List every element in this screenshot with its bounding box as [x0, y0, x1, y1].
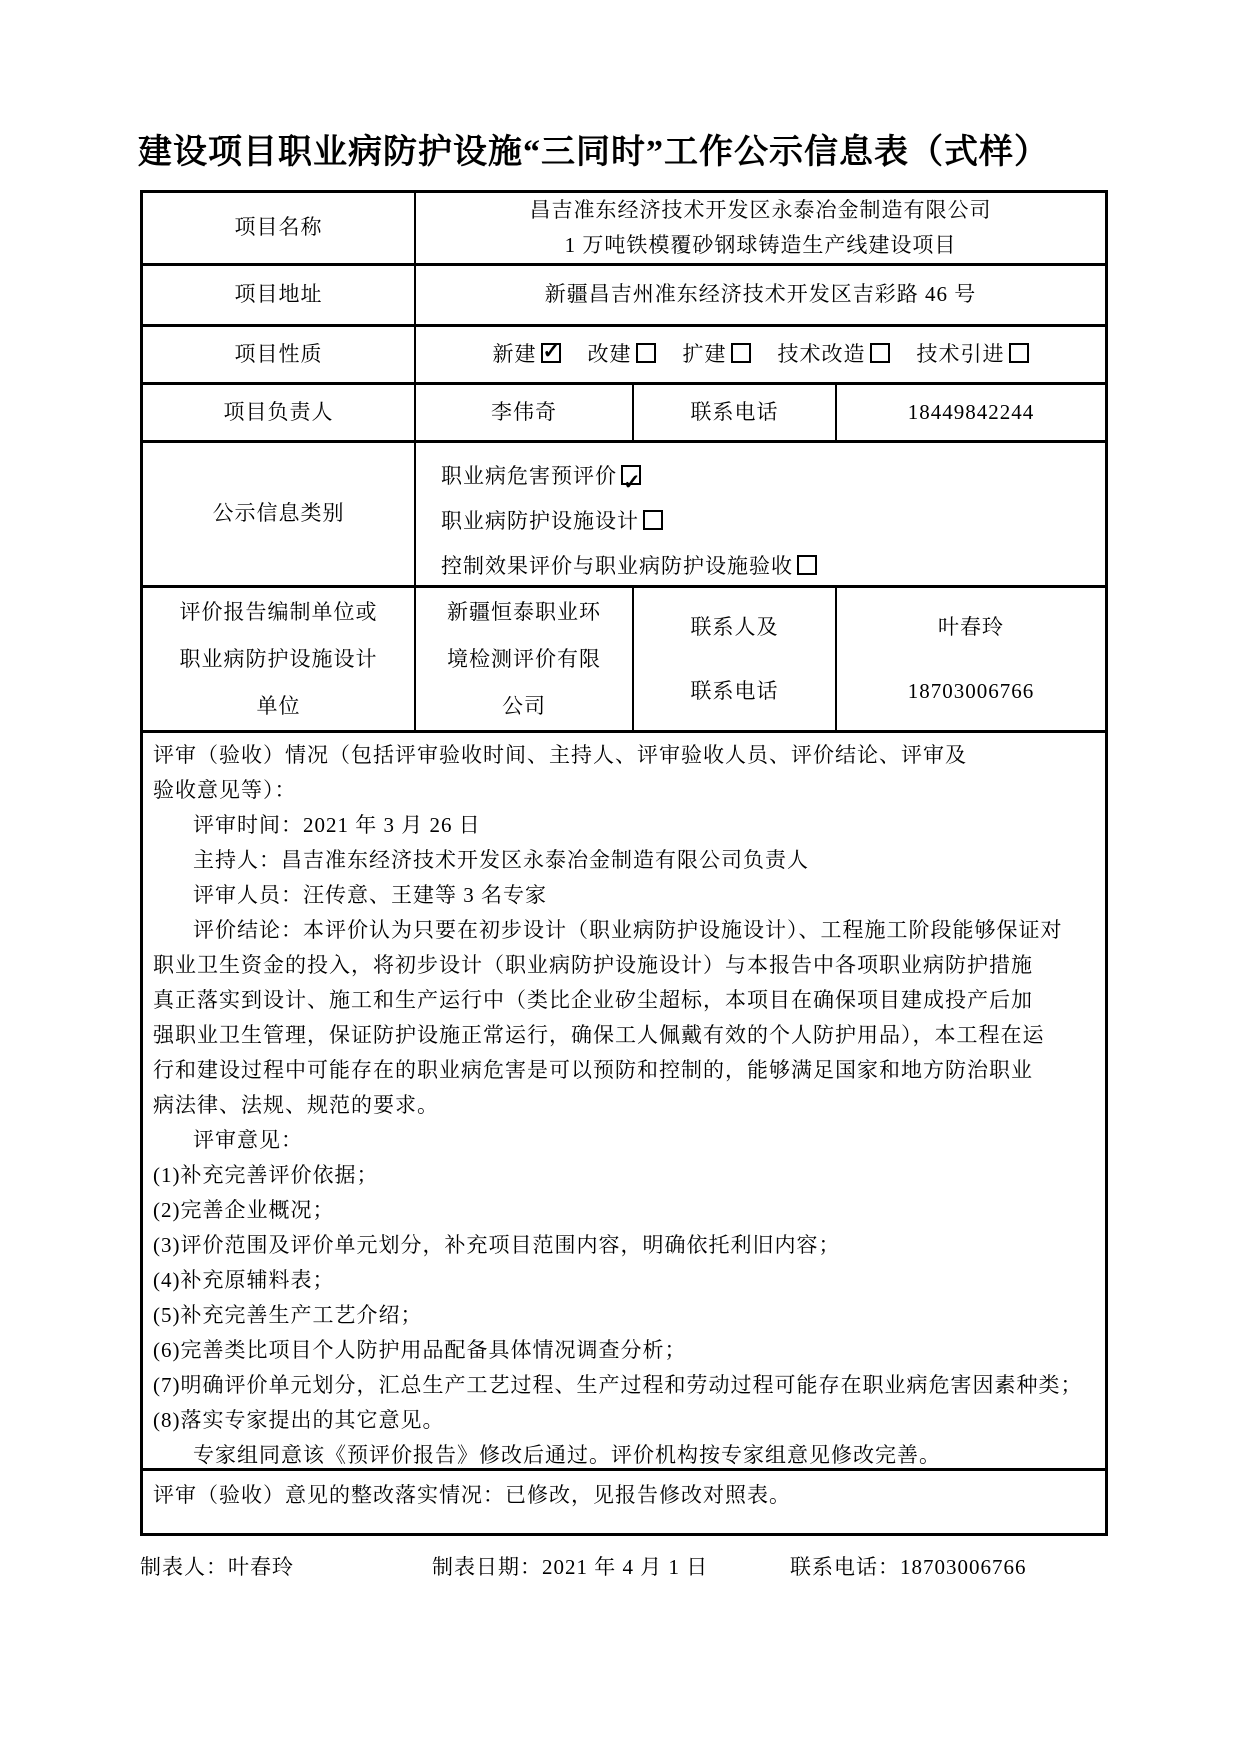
checkbox-expand	[731, 343, 751, 363]
review-line: 病法律、法规、规范的要求。	[153, 1093, 439, 1117]
rectification-text: 评审（验收）意见的整改落实情况：已修改，见报告修改对照表。	[153, 1483, 791, 1507]
project-address-label: 项目地址	[234, 282, 323, 307]
project-nature-label: 项目性质	[234, 341, 323, 366]
row-rectification	[143, 1468, 1105, 1533]
leader-phone-label: 联系电话	[632, 385, 835, 440]
review-line: (8)落实专家提出的其它意见。	[153, 1408, 445, 1432]
checkbox-facility-design	[643, 510, 663, 530]
project-name-label: 项目名称	[234, 215, 323, 240]
review-section	[143, 733, 1105, 1468]
checkbox-acceptance	[797, 555, 817, 575]
project-name-value	[414, 193, 1105, 263]
row-review-section	[143, 730, 1105, 1468]
checkbox-pre-evaluation	[621, 465, 641, 485]
publicity-option-facility-design: 职业病防护设施设计	[441, 499, 1105, 544]
evaluation-org-name: 新疆恒泰职业环 境检测评价有限 公司	[414, 588, 632, 730]
review-heading: 评审（验收）情况（包括评审验收时间、主持人、评审验收人员、评价结论、评审及	[153, 743, 967, 767]
review-line: 主持人：昌吉准东经济技术开发区永泰冶金制造有限公司负责人	[193, 848, 809, 872]
table-footer	[140, 1551, 1108, 1581]
nature-option-new: 新建 ✓	[493, 341, 561, 368]
footer-phone: 联系电话：18703006766	[790, 1555, 1027, 1579]
row-project-address	[143, 263, 1105, 324]
evaluation-org-label: 评价报告编制单位或 职业病防护设施设计 单位	[179, 599, 378, 718]
publicity-type-label: 公示信息类别	[212, 501, 345, 526]
project-name-line1: 昌吉准东经济技术开发区永泰冶金制造有限公司	[529, 198, 992, 222]
checkbox-rebuild	[636, 343, 656, 363]
review-line: (6)完善类比项目个人防护用品配备具体情况调查分析；	[153, 1338, 687, 1362]
leader-phone-value: 18449842244	[835, 385, 1105, 440]
review-line: 评审意见：	[193, 1128, 303, 1152]
review-line: (2)完善企业概况；	[153, 1198, 335, 1222]
review-line: (4)补充原辅料表；	[153, 1268, 335, 1292]
publicity-type-options	[414, 443, 1105, 585]
review-line: 评价结论：本评价认为只要在初步设计（职业病防护设施设计）、工程施工阶段能够保证对	[193, 918, 1063, 942]
nature-option-tech-import: 技术引进	[917, 341, 1029, 368]
review-heading-cont: 验收意见等）：	[153, 778, 297, 802]
page-title: 建设项目职业病防护设施“三同时”工作公示信息表（式样）	[138, 134, 1049, 171]
review-line: (5)补充完善生产工艺介绍；	[153, 1303, 423, 1327]
checkbox-new	[541, 343, 561, 363]
review-line: 评审时间：2021 年 3 月 26 日	[193, 813, 481, 837]
org-contact-phone: 18703006766	[907, 679, 1035, 703]
org-contact-name: 叶春玲	[938, 615, 1004, 639]
row-project-leader	[143, 382, 1105, 440]
row-evaluation-org	[143, 585, 1105, 730]
footer-date: 制表日期：2021 年 4 月 1 日	[432, 1555, 709, 1579]
org-contact-label: 联系人及 联系电话	[632, 588, 835, 730]
review-line: 真正落实到设计、施工和生产运行中（类比企业矽尘超标，本项目在确保项目建成投产后加	[153, 988, 1033, 1012]
publicity-info-table	[140, 190, 1108, 1536]
project-leader-name: 李伟奇	[414, 385, 632, 440]
row-project-nature	[143, 324, 1105, 382]
org-contact-value	[835, 588, 1105, 730]
review-line: (7)明确评价单元划分，汇总生产工艺过程、生产过程和劳动过程可能存在职业病危害因素种类；	[153, 1373, 1083, 1397]
nature-option-expand: 扩建	[683, 341, 751, 368]
review-line: (1)补充完善评价依据；	[153, 1163, 379, 1187]
row-publicity-type	[143, 440, 1105, 585]
review-line: 强职业卫生管理，保证防护设施正常运行，确保工人佩戴有效的个人防护用品），本工程在运	[153, 1023, 1045, 1047]
checkbox-tech-upgrade	[870, 343, 890, 363]
review-line: 行和建设过程中可能存在的职业病危害是可以预防和控制的，能够满足国家和地方防治职业	[153, 1058, 1033, 1082]
project-name-line2: 1 万吨铁模覆砂钢球铸造生产线建设项目	[564, 233, 957, 257]
project-leader-label: 项目负责人	[223, 399, 334, 424]
footer-preparer: 制表人：叶春玲	[140, 1555, 294, 1579]
publicity-option-pre-evaluation: 职业病危害预评价✓	[441, 454, 1105, 499]
nature-option-tech-upgrade: 技术改造	[778, 341, 890, 368]
project-nature-options	[414, 327, 1105, 382]
review-line: 评审人员：汪传意、王建等 3 名专家	[193, 883, 547, 907]
review-line: 专家组同意该《预评价报告》修改后通过。评价机构按专家组意见修改完善。	[193, 1443, 941, 1467]
project-address-value: 新疆昌吉州准东经济技术开发区吉彩路 46 号	[414, 266, 1105, 324]
checkbox-tech-import	[1009, 343, 1029, 363]
publicity-option-acceptance: 控制效果评价与职业病防护设施验收	[441, 544, 1105, 585]
row-project-name	[143, 193, 1105, 263]
review-line: 职业卫生资金的投入，将初步设计（职业病防护设施设计）与本报告中各项职业病防护措施	[153, 953, 1033, 977]
nature-option-rebuild: 改建	[588, 341, 656, 368]
review-line: (3)评价范围及评价单元划分，补充项目范围内容，明确依托利旧内容；	[153, 1233, 841, 1257]
